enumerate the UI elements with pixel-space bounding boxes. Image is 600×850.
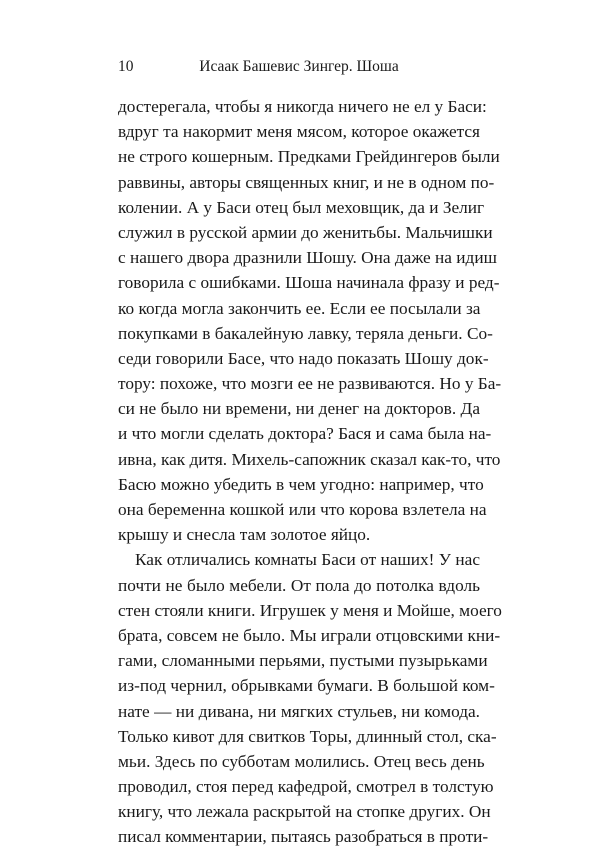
text-line: вдруг та накормит меня мясом, которое окажется	[118, 122, 480, 142]
text-line: достерегала, чтобы я никогда ничего не ел у Баси:	[118, 97, 487, 116]
text-line: тору: похоже, что мозги ее не развиваются. Но у Ба-	[118, 374, 502, 394]
page-number: 10	[118, 58, 134, 75]
text-line: мьи. Здесь по субботам молились. Отец весь день	[118, 751, 485, 771]
text-line: книгу, что лежала раскрытой на стопке других. Он	[118, 802, 491, 822]
text-line: колении. А у Баси отец был меховщик, да и Зелиг	[118, 197, 485, 217]
text-line: ивна, как дитя. Михель-сапожник сказал как-то, что	[118, 449, 501, 469]
body-text	[118, 94, 502, 850]
text-line: проводил, стоя перед кафедрой, смотрел в толстую	[118, 777, 494, 797]
text-line: говорила с ошибками. Шоша начинала фразу и ред-	[118, 273, 500, 293]
text-line: седи говорили Басе, что надо показать Шошу док-	[118, 348, 489, 368]
text-line: не строго кошерным. Предками Грейдингеров были	[118, 147, 500, 167]
page-header	[118, 58, 480, 82]
text-line: ко когда могла закончить ее. Если ее посылали за	[118, 298, 481, 318]
text-line: писал комментарии, пытаясь разобраться в проти-	[118, 827, 489, 847]
paragraph-first-line: Как отличались комнаты Баси от наших! У нас	[135, 550, 480, 570]
text-line: служил в русской армии до женитьбы. Мальчишки	[118, 222, 493, 242]
text-line: она беременна кошкой или что корова взлетела на	[118, 500, 487, 519]
text-line: из-под чернил, обрывками бумаги. В большой ком-	[118, 676, 495, 696]
text-line: Только кивот для свитков Торы, длинный стол, ска-	[118, 726, 497, 746]
text-line: с нашего двора дразнили Шошу. Она даже на идиш	[118, 248, 497, 268]
text-line: си не было ни времени, ни денег на докторов. Да	[118, 399, 480, 419]
text-line: Басю можно убедить в чем угодно: например, что	[118, 474, 484, 494]
text-line: раввины, авторы священных книг, и не в одном по-	[118, 172, 495, 192]
text-line: и что могли сделать доктора? Бася и сама была на-	[118, 424, 492, 444]
text-line: стен стояли книги. Игрушек у меня и Мойше, моего	[118, 600, 502, 620]
text-line: гами, сломанными перьями, пустыми пузырьками	[118, 651, 488, 671]
paragraph-end-line: крышу и снесла там золотое яйцо.	[118, 525, 371, 545]
text-line: нате — ни дивана, ни мягких стульев, ни комода.	[118, 701, 480, 721]
running-title: Исаак Башевис Зингер. Шоша	[199, 58, 399, 75]
text-line: почти не было мебели. От пола до потолка вдоль	[118, 575, 480, 595]
text-line: покупками в бакалейную лавку, теряла деньги. Со-	[118, 323, 493, 343]
text-line: брата, совсем не было. Мы играли отцовскими кни-	[118, 625, 501, 645]
